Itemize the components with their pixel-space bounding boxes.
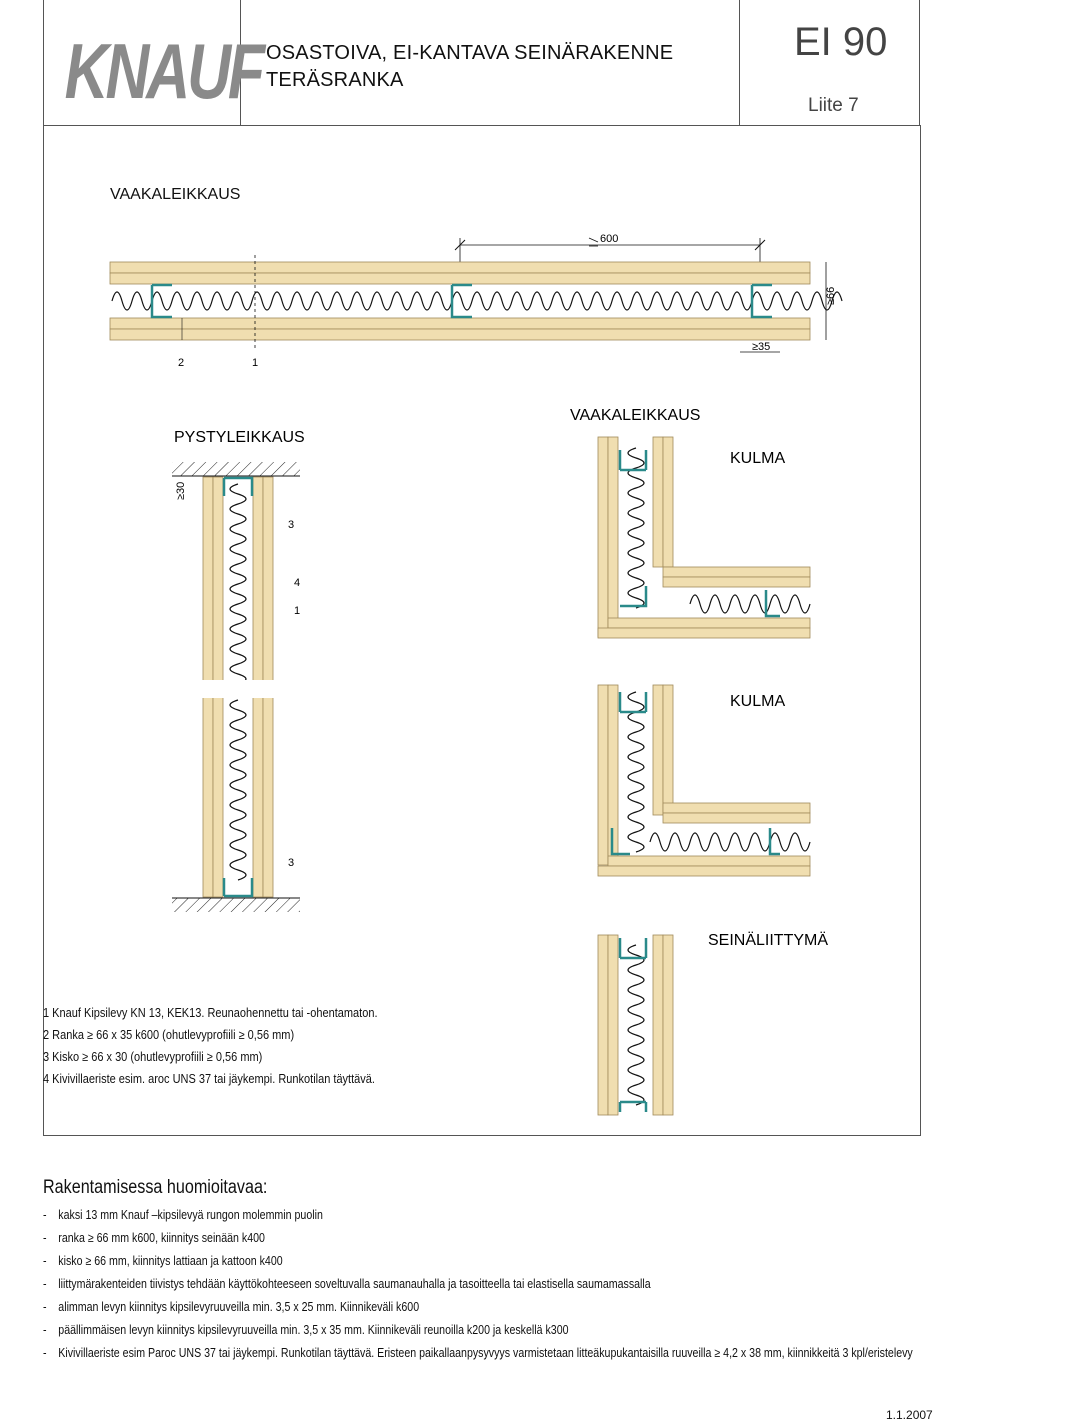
- dim-66: ≥66: [825, 286, 837, 305]
- top-wall-section: [110, 255, 842, 348]
- legend-item: 1 Knauf Kipsilevy KN 13, KEK13. Reunaohennettu tai -ohentamaton.: [43, 1006, 378, 1020]
- notes-title: Rakentamisessa huomioitavaa:: [43, 1177, 268, 1198]
- note-item: - ranka ≥ 66 mm k600, kiinnitys seinään k400: [43, 1231, 265, 1245]
- note-item: - Kivivillaeriste esim Paroc UNS 37 tai jäykempi. Runkotilan täyttävä. Eristeen paikallaanpysyvyys varmistetaan litteäkupukantaisilla ruuveilla ≥ 4,2 x 38 mm, kiinnikkeitä 3 kpl/eristelevy: [43, 1346, 913, 1360]
- note-text: ranka ≥ 66 mm k600, kiinnitys seinään k400: [58, 1231, 265, 1245]
- callout-1b: 1: [294, 605, 301, 617]
- note-text: päällimmäisen levyn kiinnitys kipsilevyruuveilla min. 3,5 x 35 mm. Kiinnikeväli reunoilla k200 ja keskellä k300: [58, 1323, 569, 1337]
- page-title-line1: OSASTOIVA, EI-KANTAVA SEINÄRAKENNE: [266, 42, 674, 64]
- corner-section-2: [598, 685, 810, 876]
- junction-label: SEINÄLIITTYMÄ: [708, 932, 829, 949]
- dim-30: ≥30: [175, 481, 187, 500]
- note-item: - kisko ≥ 66 mm, kiinnitys lattiaan ja kattoon k400: [43, 1254, 283, 1268]
- page-title-line2: TERÄSRANKA: [266, 69, 404, 91]
- legend-item: 2 Ranka ≥ 66 x 35 k600 (ohutlevyprofiili ≥ 0,56 mm): [43, 1028, 295, 1042]
- vertical-wall-section: [196, 477, 280, 897]
- vertical-section-label: PYSTYLEIKKAUS: [174, 429, 305, 446]
- wall-drawing: [0, 125, 960, 1135]
- legend-item: 3 Kisko ≥ 66 x 30 (ohutlevyprofiili ≥ 0,56 mm): [43, 1050, 263, 1064]
- knauf-logo: [60, 16, 262, 115]
- corner-label-2: KULMA: [730, 693, 786, 710]
- dim-600: 600: [600, 233, 619, 245]
- note-item: - kaksi 13 mm Knauf –kipsilevyä rungon molemmin puolin: [43, 1208, 323, 1222]
- legend-item: 4 Kivivillaeriste esim. aroc UNS 37 tai jäykempi. Runkotilan täyttävä.: [43, 1072, 375, 1086]
- corner-label-1: KULMA: [730, 450, 786, 467]
- knauf-logo-text: KNAUF: [64, 27, 262, 115]
- fire-class-code: EI 90: [794, 20, 888, 64]
- note-item: - päällimmäisen levyn kiinnitys kipsilevyruuveilla min. 3,5 x 35 mm. Kiinnikeväli reunoilla k200 ja keskellä k300: [43, 1323, 569, 1337]
- legend: [43, 1006, 377, 1094]
- note-item: - liittymärakenteiden tiivistys tehdään käyttökohteeseen soveltuvalla saumanauhalla ja tasoitteella tai elastisella saumamassalla: [43, 1277, 651, 1291]
- junction-section: [598, 935, 673, 1115]
- callout-1: 1: [252, 357, 259, 369]
- callout-3b: 3: [288, 857, 295, 869]
- note-text: liittymärakenteiden tiivistys tehdään käyttökohteeseen soveltuvalla saumanauhalla ja tasoitteella tai elastisella saumamassalla: [58, 1277, 651, 1291]
- callout-4: 4: [294, 577, 301, 589]
- appendix-label: Liite 7: [808, 95, 859, 116]
- note-item: - alimman levyn kiinnitys kipsilevyruuveilla min. 3,5 x 25 mm. Kiinnikeväli k600: [43, 1300, 420, 1314]
- dim-35: ≥35: [752, 341, 771, 353]
- note-text: kisko ≥ 66 mm, kiinnitys lattiaan ja kattoon k400: [58, 1254, 283, 1268]
- corner-section-1: [598, 437, 810, 638]
- note-text: alimman levyn kiinnitys kipsilevyruuveilla min. 3,5 x 25 mm. Kiinnikeväli k600: [58, 1300, 420, 1314]
- note-text: Kivivillaeriste esim Paroc UNS 37 tai jäykempi. Runkotilan täyttävä. Eristeen paikallaanpysyvyys varmistetaan litteäkupukantaisilla ruuveilla ≥ 4,2 x 38 mm, kiinnikkeitä 3 kpl/eristelevy: [58, 1346, 913, 1360]
- footer-date: 1.1.2007: [886, 1408, 933, 1422]
- callout-3a: 3: [288, 519, 295, 531]
- callout-2: 2: [178, 357, 185, 369]
- corner-section-label: VAAKALEIKKAUS: [570, 407, 701, 424]
- notes-list: [43, 1208, 1066, 1369]
- note-text: kaksi 13 mm Knauf –kipsilevyä rungon molemmin puolin: [58, 1208, 323, 1222]
- top-section-label: VAAKALEIKKAUS: [110, 186, 241, 203]
